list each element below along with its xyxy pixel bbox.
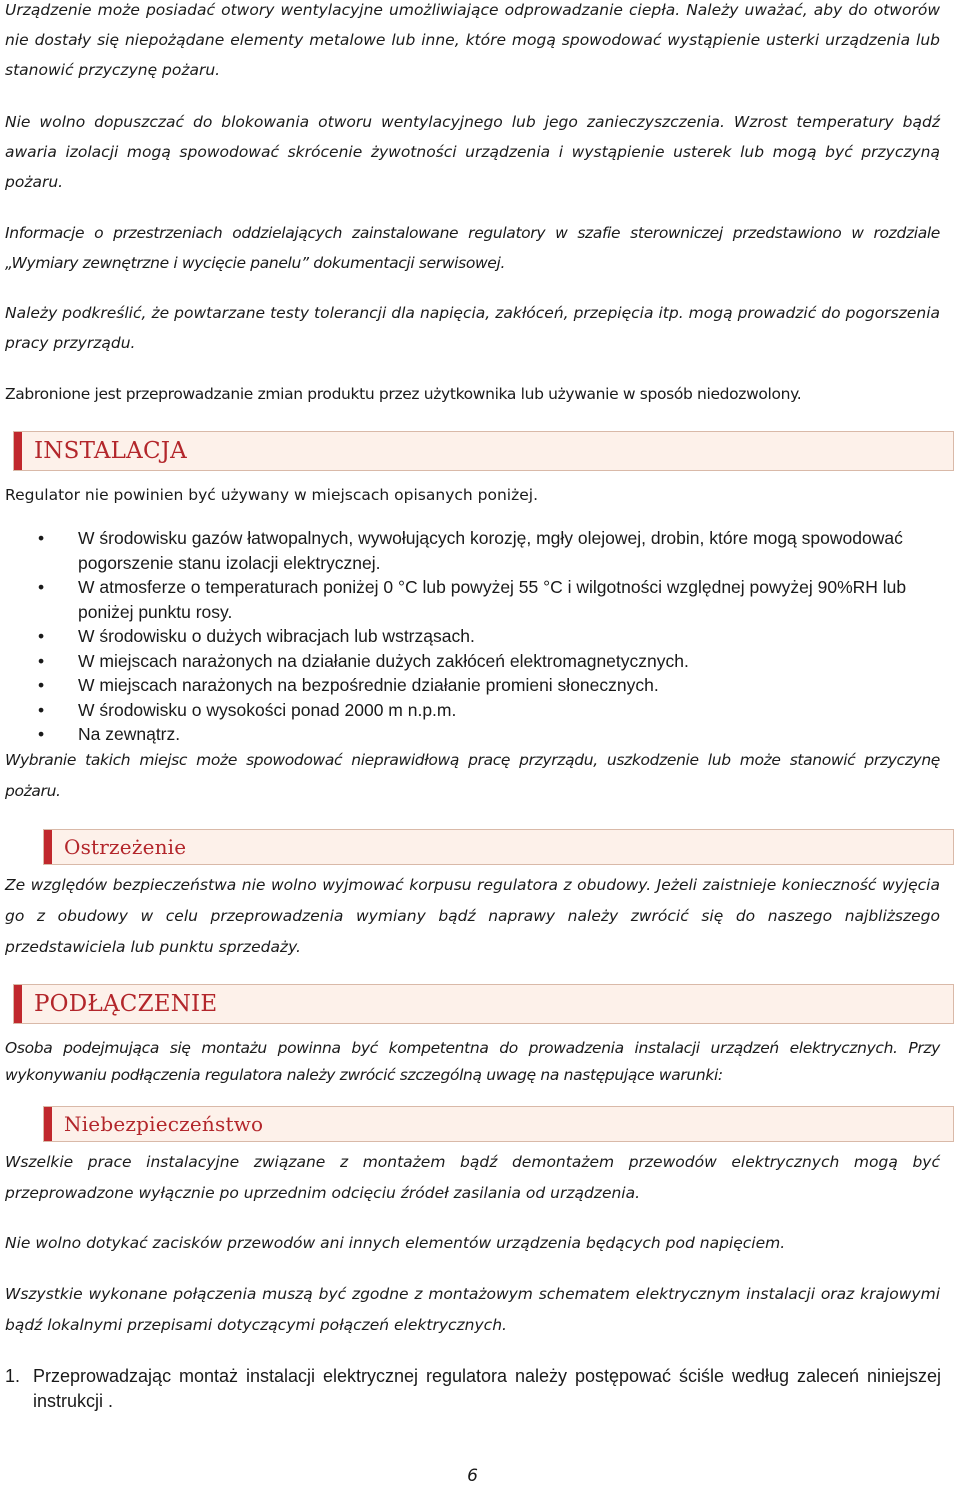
section-heading-podlaczenie [13,984,954,1024]
intro-paragraph-tests: Należy podkreślić, że powtarzane testy tolerancji dla napięcia, zakłóceń, przepięcia itp. mogą prowadzić do pogorszenia pracy przyrządu. [5,304,940,352]
intro-paragraph-spacing: Informacje o przestrzeniach oddzielających zainstalowane regulatory w szafie sterowniczej przedstawiono w rozdziale „Wymiary zewnętrzne i wycięcie panelu” dokumentacji serwisowej. [5,224,940,272]
list-item: • W atmosferze o temperaturach poniżej 0 °C lub powyżej 55 °C i wilgotności względnej powyżej 90%RH lub poniżej punktu rosy. [38,577,907,622]
intro-paragraph-prohibited: Zabronione jest przeprowadzanie zmian produktu przez użytkownika lub używanie w sposób niedozwolony. [5,385,802,403]
heading-title: Niebezpieczeństwo [64,1112,264,1136]
bullet-icon: • [38,675,45,695]
intro-paragraph-ventilation: Urządzenie może posiadać otwory wentylacyjne umożliwiające odprowadzanie ciepła. Należy uważać, aby do otworów nie dostały się niepożądane elementy metalowe lub inne, które mogą spowodować wystąpienie usterki urządzenia lub stanowić przyczynę pożaru. [5,1,940,79]
section-heading-instalacja [13,431,954,471]
instalacja-lead: Regulator nie powinien być używany w miejscach opisanych poniżej. [5,486,538,504]
heading-accent-bar [14,985,22,1023]
list-item: • W miejscach narażonych na bezpośrednie działanie promieni słonecznych. [0,673,948,698]
section-heading-niebezpieczenstwo [43,1106,954,1142]
numbered-instruction-text: Przeprowadzając montaż instalacji elektrycznej regulatora należy postępować ściśle według zaleceń niniejszej instrukcji . [33,1366,941,1411]
bullet-icon: • [38,577,45,597]
numbered-instruction [5,1364,941,1414]
podlaczenie-text: Osoba podejmująca się montażu powinna być kompetentna do prowadzenia instalacji urządzeń elektrycznych. Przy wykonywaniu podłączenia regulatora należy zwrócić szczególną uwagę na następujące warunki: [5,1039,940,1084]
danger-paragraph-terminals: Nie wolno dotykać zacisków przewodów ani innych elementów urządzenia będących pod napięciem. [5,1234,786,1252]
bullet-icon: • [38,528,45,548]
heading-accent-bar [14,432,22,470]
list-item: • W miejscach narażonych na działanie dużych zakłóceń elektromagnetycznych. [0,649,948,674]
heading-title: Ostrzeżenie [64,835,187,859]
heading-accent-bar [44,830,52,864]
intro-paragraph-blocking: Nie wolno dopuszczać do blokowania otworu wentylacyjnego lub jego zanieczyszczenia. Wzrost temperatury bądź awaria izolacji mogą spowodować skrócenie żywotności urządzenia i wystąpienie usterek lub mogą być przyczyną pożaru. [5,113,940,191]
list-item: • W środowisku gazów łatwopalnych, wywołujących korozję, mgły olejowej, drobin, które mogą spowodować pogorszenie stanu izolacji elektrycznej. [38,528,903,573]
section-heading-ostrzezenie [43,829,954,865]
bullet-icon: • [38,699,45,720]
bullet-icon: • [38,626,45,646]
item-number: 1. [5,1366,21,1386]
heading-title: INSTALACJA [34,438,187,464]
bullet-icon: • [38,724,45,744]
list-item: • Na zewnątrz. [0,722,948,747]
bullet-list [0,526,960,747]
danger-paragraph-power: Wszelkie prace instalacyjne związane z montażem bądź demontażem przewodów elektrycznych mogą być przeprowadzone wyłącznie po uprzednim odcięciu źródeł zasilania od urządzenia. [5,1153,940,1202]
heading-title: PODŁĄCZENIE [34,991,218,1017]
ostrzezenie-text: Ze względów bezpieczeństwa nie wolno wyjmować korpusu regulatora z obudowy. Jeżeli zaistnieje konieczność wyjęcia go z obudowy w celu przeprowadzenia wymiany bądź naprawy należy zwrócić się do naszego najbliższego przedstawiciela lub punktu sprzedaży. [5,876,940,956]
heading-accent-bar [44,1107,52,1141]
instalacja-consequence: Wybranie takich miejsc może spowodować nieprawidłową pracę przyrządu, uszkodzenie lub może stanowić przyczynę pożaru. [5,751,940,800]
list-item: • W środowisku o wysokości ponad 2000 m n.p.m. [0,698,948,723]
page-number: 6 [467,1466,478,1486]
danger-paragraph-connections: Wszystkie wykonane połączenia muszą być zgodne z montażowym schematem elektrycznym instalacji oraz krajowymi bądź lokalnymi przepisami dotyczącymi połączeń elektrycznych. [5,1285,940,1334]
bullet-icon: • [38,650,45,671]
list-item: • W środowisku o dużych wibracjach lub wstrząsach. [0,624,948,649]
